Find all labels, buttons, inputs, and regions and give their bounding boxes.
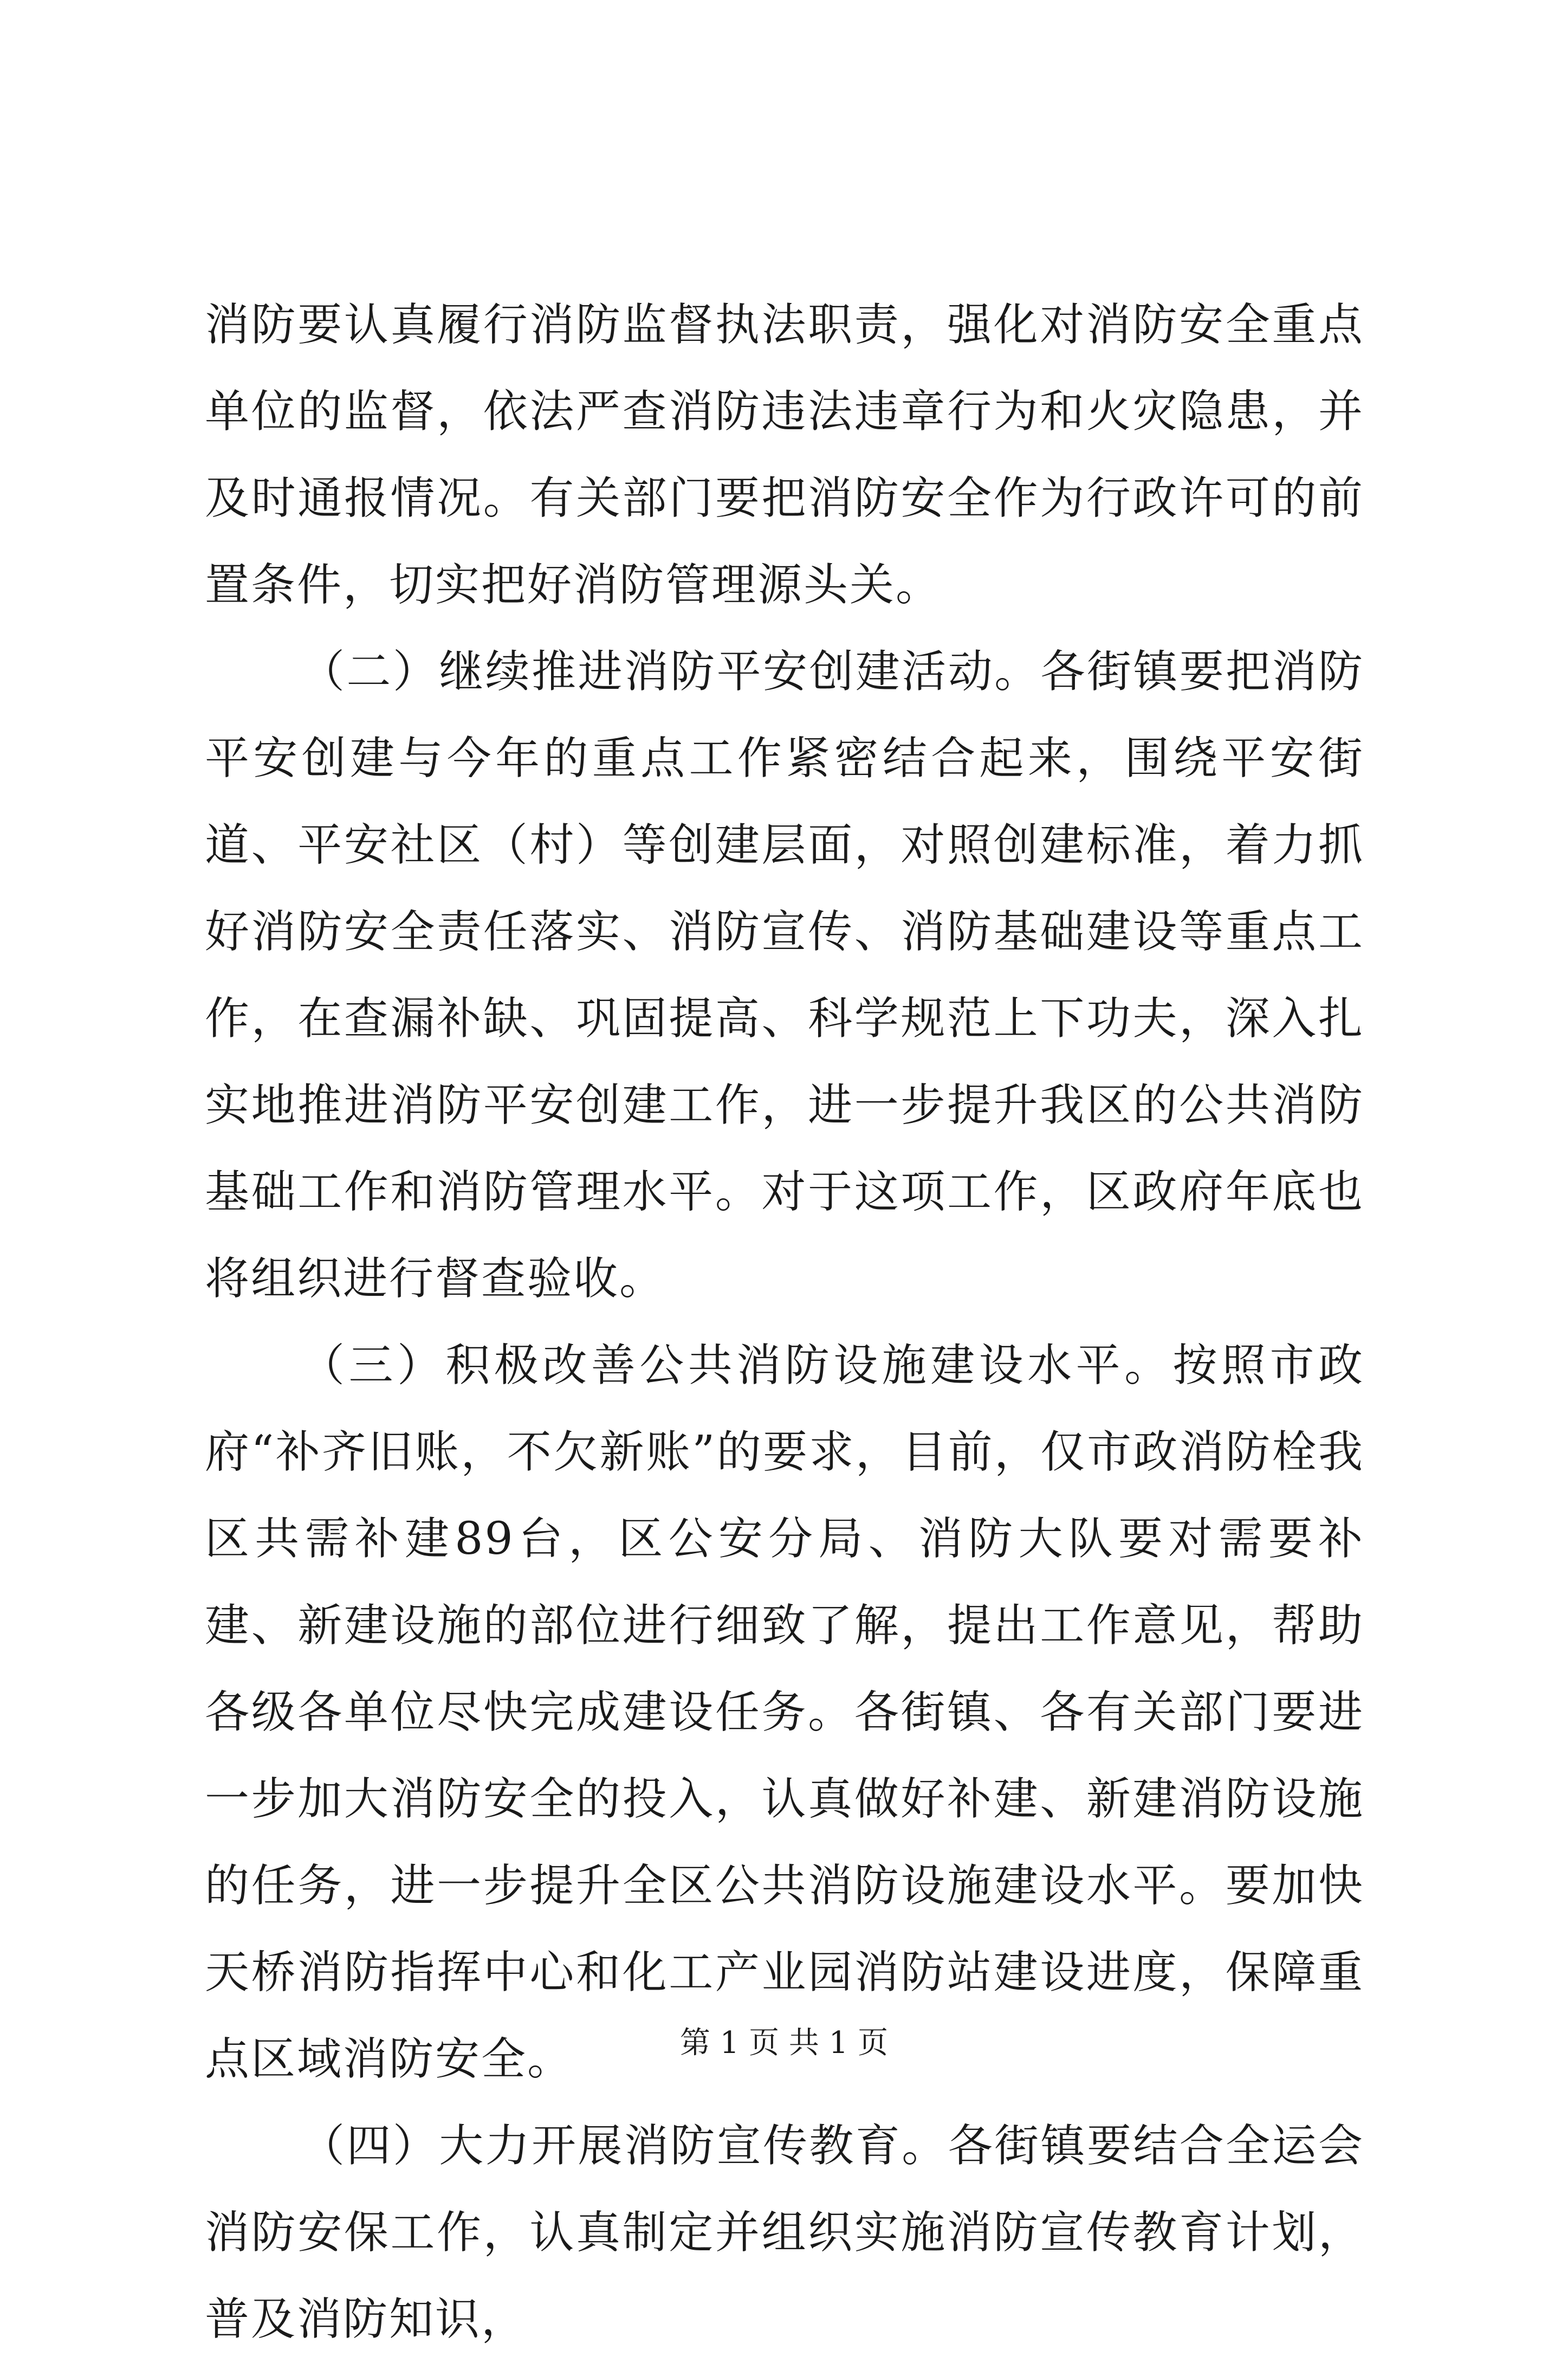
page-footer: 第 1 页 共 1 页 [679,2025,889,2061]
paragraph-section-2: （二）继续推进消防平安创建活动。各街镇要把消防平安创建与今年的重点工作紧密结合起来，围绕平安街道、平安社区（村）等创建层面，对照创建标准，着力抓好消防安全责任落实、消防宣传、消防基础建设等重点工作，在查漏补缺、巩固提高、科学规范上下功夫，深入扎实地推进消防平安创建工作，进一步提升我区的公共消防基础工作和消防管理水平。对于这项工作，区政府年底也将组织进行督查验收。 [205,646,1364,1305]
paragraph-section-4: （四）大力开展消防宣传教育。各街镇要结合全运会消防安保工作，认真制定并组织实施消防宣传教育计划，普及消防知识， [205,2120,1364,2345]
paragraph-continued: 消防要认真履行消防监督执法职责，强化对消防安全重点单位的监督，依法严查消防违法违章行为和火灾隐患，并及时通报情况。有关部门要把消防安全作为行政许可的前置条件，切实把好消防管理源头关。 [205,299,1364,611]
paragraph-section-3: （三）积极改善公共消防设施建设水平。按照市政府“补齐旧账，不欠新账”的要求，目前，仅市政消防栓我区共需补建89台，区公安分局、消防大队要对需要补建、新建设施的部位进行细致了解，提出工作意见，帮助各级各单位尽快完成建设任务。各街镇、各有关部门要进一步加大消防安全的投入，认真做好补建、新建消防设施的任务，进一步提升全区公共消防设施建设水平。要加快天桥消防指挥中心和化工产业园消防站建设进度，保障重点区域消防安全。 [205,1340,1364,2085]
